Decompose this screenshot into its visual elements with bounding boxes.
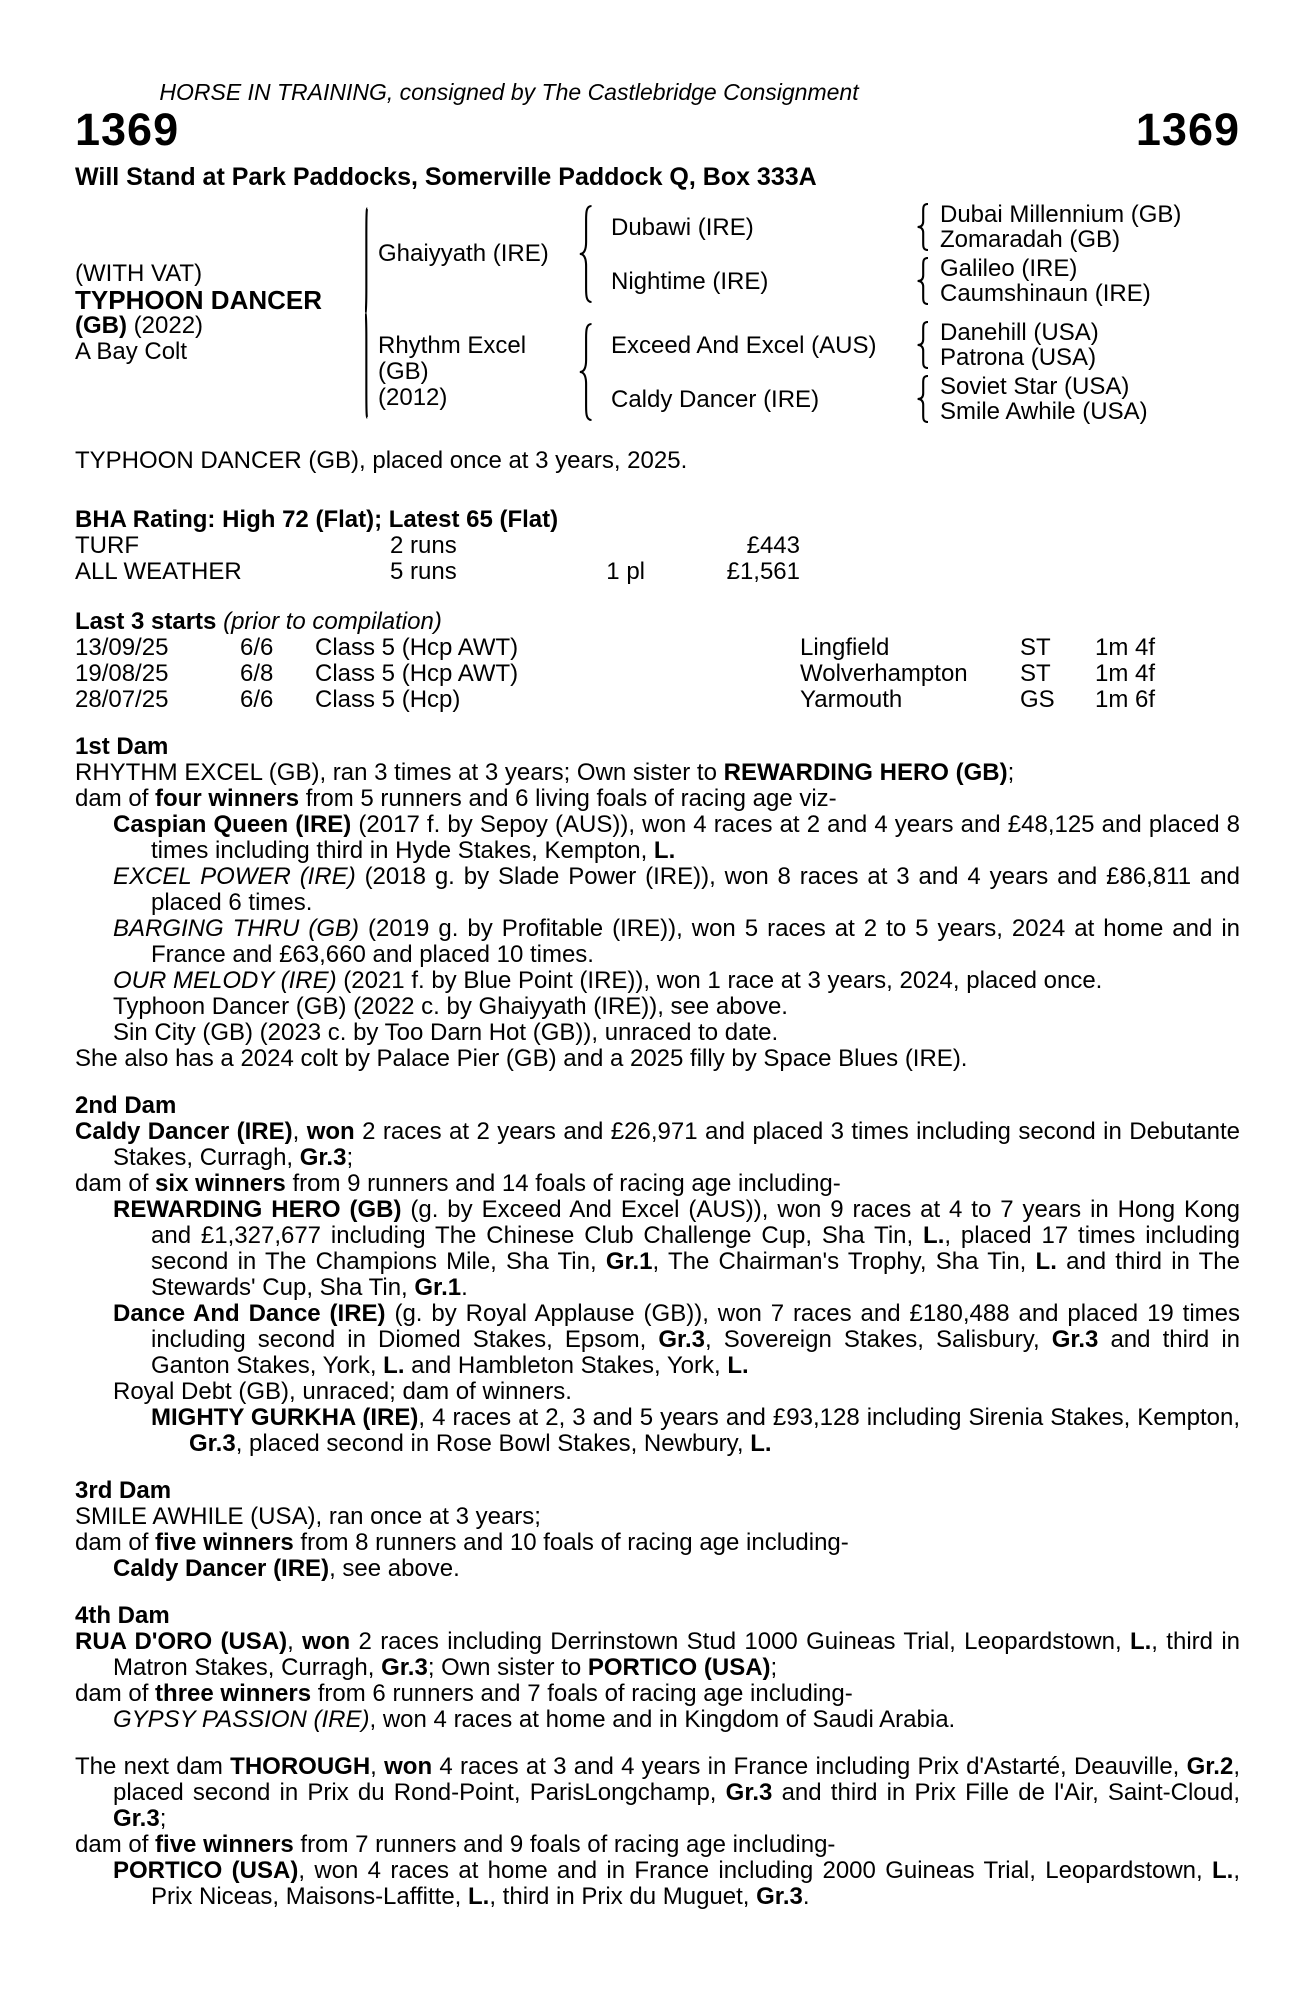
pedigree-paragraph bbox=[75, 916, 1240, 968]
text-segment: won bbox=[306, 1118, 355, 1145]
text-segment: L. bbox=[750, 1430, 772, 1457]
text-segment: , 4 races at 2, 3 and 5 years and £93,128 including Sirenia Stakes, Kempton, bbox=[418, 1404, 1240, 1431]
race-summary: TYPHOON DANCER (GB), placed once at 3 years, 2025. bbox=[75, 447, 688, 474]
text-segment: (g. by Exceed And Excel (AUS)), won 9 races at 4 to 7 years in Hong Kong and £1,327,677 including The Chinese Club Challenge Cup, Sha Tin, bbox=[151, 1196, 1240, 1249]
brace-icon bbox=[916, 375, 932, 423]
text-segment: , third in Matron Stakes, Curragh, bbox=[113, 1628, 1241, 1681]
last3-distance: 1m 4f bbox=[1095, 660, 1156, 687]
horse-description: A Bay Colt bbox=[75, 338, 188, 365]
section-heading: 2nd Dam bbox=[75, 1092, 177, 1119]
text-segment: , Sovereign Stakes, Salisbury, bbox=[705, 1326, 1052, 1353]
text-segment: Sin City (GB) (2023 c. by Too Darn Hot (GB)), unraced to date. bbox=[113, 1019, 779, 1046]
stats-runs: 2 runs bbox=[390, 532, 457, 559]
last3-row bbox=[75, 635, 1240, 661]
text-segment: from 5 runners and 6 living foals of racing age viz- bbox=[299, 785, 837, 812]
text-segment: , bbox=[292, 1118, 307, 1145]
text-segment: and Hambleton Stakes, York, bbox=[404, 1352, 728, 1379]
text-segment: from 6 runners and 7 foals of racing age including- bbox=[311, 1680, 853, 1707]
text-segment: Dance And Dance (IRE) bbox=[113, 1300, 386, 1327]
granddam-name: Nightime (IRE) bbox=[611, 267, 769, 295]
lot-number-left: 1369 bbox=[75, 104, 180, 155]
last3-course: Yarmouth bbox=[800, 686, 903, 713]
text-segment: from 9 runners and 14 foals of racing age including- bbox=[285, 1170, 841, 1197]
text-segment: from 8 runners and 10 foals of racing age including- bbox=[293, 1529, 849, 1556]
text-segment: Gr.1 bbox=[605, 1248, 653, 1275]
grandsire-group bbox=[596, 202, 1240, 252]
last3-distance: 1m 6f bbox=[1095, 686, 1156, 713]
last3-row bbox=[75, 687, 1240, 713]
brace-icon bbox=[916, 257, 932, 305]
last3-heading bbox=[75, 609, 1240, 635]
text-segment: . bbox=[802, 1883, 810, 1910]
text-segment: RHYTHM EXCEL (GB), ran 3 times at 3 years; Own sister to bbox=[75, 759, 724, 786]
last3-date: 28/07/25 bbox=[75, 686, 169, 713]
text-segment: four winners bbox=[155, 785, 300, 812]
last3-distance: 1m 4f bbox=[1095, 634, 1156, 661]
text-segment: BARGING THRU (GB) bbox=[113, 915, 359, 942]
pedigree-section bbox=[75, 1603, 1240, 1733]
text-segment: and third in Ganton Stakes, York, bbox=[151, 1326, 1241, 1379]
stats-row bbox=[75, 533, 1240, 559]
text-segment: Gr.1 bbox=[414, 1274, 462, 1301]
section-heading: 4th Dam bbox=[75, 1602, 170, 1629]
text-segment: Gr.3 bbox=[189, 1430, 236, 1457]
pedigree-paragraph bbox=[75, 812, 1240, 864]
horse-name: TYPHOON DANCER bbox=[75, 285, 323, 315]
text-segment: from 7 runners and 9 foals of racing age including- bbox=[293, 1831, 836, 1858]
dam-sections bbox=[75, 734, 1240, 1910]
brace-icon bbox=[578, 322, 596, 422]
ancestor-name: Patrona (USA) bbox=[940, 344, 1097, 371]
text-segment: won bbox=[302, 1628, 351, 1655]
text-segment: RUA D'ORO (USA) bbox=[75, 1628, 288, 1655]
last3-going: ST bbox=[1020, 634, 1051, 661]
text-segment: (2021 f. by Blue Point (IRE)), won 1 race at 3 years, 2024, placed once. bbox=[336, 967, 1103, 994]
text-segment: L. bbox=[653, 837, 676, 864]
pedigree-paragraph bbox=[75, 1046, 1240, 1072]
text-segment: Caldy Dancer (IRE) bbox=[75, 1118, 293, 1145]
granddam-group bbox=[596, 374, 1240, 424]
grandsire-name: Dubawi (IRE) bbox=[611, 213, 754, 241]
text-segment: L. bbox=[1212, 1857, 1234, 1884]
text-segment: L. bbox=[1035, 1248, 1057, 1275]
text-segment: Gr.3 bbox=[113, 1805, 160, 1832]
pedigree-paragraph bbox=[75, 1405, 1240, 1457]
text-segment: (2017 f. by Sepoy (AUS)), won 4 races at 2 and 4 years and £48,125 and placed 8 times including third in Hyde Stakes, Kempton, bbox=[151, 811, 1241, 864]
text-segment: Gr.3 bbox=[725, 1779, 773, 1806]
text-segment: 2 races at 2 years and £26,971 and placed 3 times including second in Debutante Stakes, Curragh, bbox=[113, 1118, 1240, 1171]
consignment-line: HORSE IN TRAINING, consigned by The Castlebridge Consignment bbox=[159, 79, 859, 105]
dam-group bbox=[378, 320, 1240, 424]
horse-suffix: (GB) bbox=[75, 312, 127, 339]
text-segment: MIGHTY GURKHA (IRE) bbox=[151, 1404, 419, 1431]
last3-class: Class 5 (Hcp AWT) bbox=[315, 634, 519, 661]
text-segment: five winners bbox=[155, 1831, 294, 1858]
stats-surface: TURF bbox=[75, 532, 139, 559]
text-segment: dam of bbox=[75, 1831, 156, 1858]
pedigree-section bbox=[75, 1093, 1240, 1457]
brace-icon bbox=[916, 321, 932, 369]
pedigree-paragraph bbox=[75, 864, 1240, 916]
text-segment: , third in Prix du Muguet, bbox=[489, 1883, 757, 1910]
pedigree-paragraph bbox=[75, 1681, 1240, 1707]
pedigree-paragraph bbox=[75, 1020, 1240, 1046]
pedigree-paragraph bbox=[75, 1707, 1240, 1733]
text-segment: , bbox=[287, 1628, 303, 1655]
text-segment: PORTICO (USA) bbox=[587, 1654, 771, 1681]
pedigree-paragraph bbox=[75, 1530, 1240, 1556]
text-segment: L. bbox=[468, 1883, 490, 1910]
pedigree-paragraph bbox=[75, 1197, 1240, 1301]
text-segment: . bbox=[461, 1274, 468, 1301]
bha-rating: BHA Rating: High 72 (Flat); Latest 65 (Flat) bbox=[75, 506, 559, 533]
last3-subtitle: (prior to compilation) bbox=[223, 608, 442, 635]
text-segment: GYPSY PASSION (IRE) bbox=[113, 1706, 370, 1733]
sire-group bbox=[378, 202, 1240, 306]
text-segment: dam of bbox=[75, 1170, 156, 1197]
text-segment: Gr.3 bbox=[658, 1326, 706, 1353]
brace-icon bbox=[578, 204, 596, 304]
pedigree-subject bbox=[75, 261, 365, 365]
pedigree-paragraph bbox=[75, 1832, 1240, 1858]
text-segment: ; bbox=[1007, 759, 1015, 786]
text-segment: She also has a 2024 colt by Palace Pier (GB) and a 2025 filly by Space Blues (IRE). bbox=[75, 1045, 968, 1072]
pedigree-paragraph bbox=[75, 786, 1240, 812]
granddam-name: Caldy Dancer (IRE) bbox=[611, 385, 820, 413]
last3-course: Wolverhampton bbox=[800, 660, 968, 687]
text-segment: three winners bbox=[155, 1680, 312, 1707]
last3-date: 19/08/25 bbox=[75, 660, 169, 687]
pedigree-section bbox=[75, 1478, 1240, 1582]
pedigree-paragraph bbox=[75, 1629, 1240, 1681]
stats-earnings: £1,561 bbox=[726, 558, 800, 585]
pedigree-paragraph bbox=[75, 1301, 1240, 1379]
last3-position: 6/6 bbox=[240, 634, 274, 661]
pedigree-paragraph bbox=[75, 1379, 1240, 1405]
dam-name-text: Rhythm Excel (GB) bbox=[378, 332, 527, 385]
last3-row bbox=[75, 661, 1240, 687]
sire-name: Ghaiyyath (IRE) bbox=[378, 240, 549, 267]
text-segment: EXCEL POWER (IRE) bbox=[113, 863, 356, 890]
text-segment: , placed second in Prix du Rond-Point, ParisLongchamp, bbox=[113, 1753, 1240, 1806]
stats-row bbox=[75, 559, 1240, 585]
section-heading: 1st Dam bbox=[75, 733, 169, 760]
dam-name bbox=[378, 333, 578, 411]
pedigree-section bbox=[75, 734, 1240, 1072]
text-segment: ; bbox=[770, 1654, 778, 1681]
lot-number-row bbox=[75, 104, 1240, 155]
stand-location-line: Will Stand at Park Paddocks, Somerville Paddock Q, Box 333A bbox=[75, 163, 817, 191]
text-segment: five winners bbox=[155, 1529, 294, 1556]
last3-class: Class 5 (Hcp AWT) bbox=[315, 660, 519, 687]
pedigree-generations bbox=[368, 202, 1240, 424]
text-segment: ; bbox=[346, 1144, 354, 1171]
pedigree-paragraph bbox=[75, 994, 1240, 1020]
text-segment: PORTICO (USA) bbox=[113, 1857, 299, 1884]
text-segment: Gr.3 bbox=[756, 1883, 803, 1910]
last3-title: Last 3 starts bbox=[75, 608, 217, 635]
stats-surface: ALL WEATHER bbox=[75, 558, 242, 585]
text-segment: REWARDING HERO (GB) bbox=[113, 1196, 402, 1223]
grandsire-group bbox=[596, 320, 1240, 370]
text-segment: Caldy Dancer (IRE) bbox=[113, 1555, 330, 1582]
text-segment: (g. by Royal Applause (GB)), won 7 races and £180,488 and placed 19 times including second in Diomed Stakes, Epsom, bbox=[151, 1300, 1241, 1353]
pedigree-paragraph bbox=[75, 1754, 1240, 1832]
last3-going: ST bbox=[1020, 660, 1051, 687]
text-segment: Gr.2 bbox=[1186, 1753, 1234, 1780]
text-segment: L. bbox=[383, 1352, 405, 1379]
ancestor-name: Danehill (USA) bbox=[940, 319, 1099, 346]
text-segment: won bbox=[384, 1753, 433, 1780]
text-segment: , The Chairman's Trophy, Sha Tin, bbox=[652, 1248, 1036, 1275]
text-segment: dam of bbox=[75, 1680, 156, 1707]
pedigree-paragraph bbox=[75, 968, 1240, 994]
text-segment: L. bbox=[727, 1352, 749, 1379]
text-segment: dam of bbox=[75, 785, 156, 812]
last3-going: GS bbox=[1020, 686, 1055, 713]
ancestor-name: Smile Awhile (USA) bbox=[940, 398, 1148, 425]
text-segment: and third in Prix Fille de l'Air, Saint-Cloud, bbox=[772, 1779, 1240, 1806]
text-segment: Caspian Queen (IRE) bbox=[113, 811, 352, 838]
stats-earnings: £443 bbox=[746, 532, 800, 559]
text-segment: , see above. bbox=[329, 1555, 460, 1582]
dam-year: (2012) bbox=[378, 384, 448, 411]
text-segment: (2019 g. by Profitable (IRE)), won 5 races at 2 to 5 years, 2024 at home and in France and £63,660 and placed 10 times. bbox=[151, 915, 1240, 968]
pedigree-paragraph bbox=[75, 1171, 1240, 1197]
text-segment: Gr.3 bbox=[1051, 1326, 1099, 1353]
text-segment: , placed 17 times including second in The Champions Mile, Sha Tin, bbox=[151, 1222, 1240, 1275]
pedigree-paragraph bbox=[75, 1119, 1240, 1171]
text-segment: and third in The Stewards' Cup, Sha Tin, bbox=[151, 1248, 1240, 1301]
pedigree-paragraph bbox=[75, 1858, 1240, 1910]
ancestor-name: Caumshinaun (IRE) bbox=[940, 280, 1151, 307]
horse-suffix-year bbox=[75, 313, 365, 339]
text-segment: THOROUGH bbox=[230, 1753, 371, 1780]
text-segment: , placed second in Rose Bowl Stakes, Newbury, bbox=[235, 1430, 751, 1457]
ancestor-name: Galileo (IRE) bbox=[940, 255, 1078, 282]
text-segment: , won 4 races at home and in Kingdom of Saudi Arabia. bbox=[369, 1706, 956, 1733]
last3-position: 6/8 bbox=[240, 660, 274, 687]
text-segment: Royal Debt (GB), unraced; dam of winners. bbox=[113, 1378, 572, 1405]
granddam-group bbox=[596, 256, 1240, 306]
stats-placed bbox=[545, 533, 645, 559]
grandsire-name: Exceed And Excel (AUS) bbox=[611, 331, 877, 359]
pedigree-paragraph bbox=[75, 1504, 1240, 1530]
last3-date: 13/09/25 bbox=[75, 634, 169, 661]
text-segment: Gr.3 bbox=[381, 1654, 428, 1681]
ancestor-name: Dubai Millennium (GB) bbox=[940, 201, 1182, 228]
text-segment: Gr.3 bbox=[299, 1144, 347, 1171]
stats-runs: 5 runs bbox=[390, 558, 457, 585]
pedigree-table bbox=[75, 202, 1240, 424]
horse-year: (2022) bbox=[133, 312, 204, 339]
surface-stats bbox=[75, 533, 1240, 585]
last3-table bbox=[75, 635, 1240, 713]
brace-icon bbox=[916, 203, 932, 251]
text-segment: , bbox=[370, 1753, 385, 1780]
text-segment: 4 races at 3 and 4 years in France including Prix d'Astarté, Deauville, bbox=[432, 1753, 1187, 1780]
text-segment: , won 4 races at home and in France including 2000 Guineas Trial, Leopardstown, bbox=[298, 1857, 1213, 1884]
section-heading: 3rd Dam bbox=[75, 1477, 172, 1504]
text-segment: OUR MELODY (IRE) bbox=[113, 967, 337, 994]
text-segment: (2018 g. by Slade Power (IRE)), won 8 races at 3 and 4 years and £86,811 and placed 6 times. bbox=[151, 863, 1240, 916]
last3-position: 6/6 bbox=[240, 686, 274, 713]
text-segment: Typhoon Dancer (GB) (2022 c. by Ghaiyyath (IRE)), see above. bbox=[113, 993, 788, 1020]
pedigree-section bbox=[75, 1754, 1240, 1910]
text-segment: six winners bbox=[155, 1170, 286, 1197]
ancestor-name: Zomaradah (GB) bbox=[940, 226, 1121, 253]
lot-number-right: 1369 bbox=[1135, 104, 1240, 155]
text-segment: REWARDING HERO (GB) bbox=[723, 759, 1008, 786]
text-segment: ; Own sister to bbox=[427, 1654, 588, 1681]
text-segment: SMILE AWHILE (USA), ran once at 3 years; bbox=[75, 1503, 541, 1530]
text-segment: L. bbox=[923, 1222, 945, 1249]
text-segment: L. bbox=[1129, 1628, 1152, 1655]
ancestor-name: Soviet Star (USA) bbox=[940, 373, 1130, 400]
last3-class: Class 5 (Hcp) bbox=[315, 686, 461, 713]
text-segment: 2 races including Derrinstown Stud 1000 Guineas Trial, Leopardstown, bbox=[350, 1628, 1130, 1655]
text-segment: , Prix Niceas, Maisons-Laffitte, bbox=[151, 1857, 1241, 1910]
last3-course: Lingfield bbox=[800, 634, 890, 661]
text-segment: The next dam bbox=[75, 1753, 231, 1780]
pedigree-paragraph bbox=[75, 760, 1240, 786]
vat-note: (WITH VAT) bbox=[75, 260, 203, 287]
stats-placed: 1 pl bbox=[606, 558, 645, 585]
text-segment: ; bbox=[159, 1805, 167, 1832]
pedigree-paragraph bbox=[75, 1556, 1240, 1582]
text-segment: dam of bbox=[75, 1529, 156, 1556]
